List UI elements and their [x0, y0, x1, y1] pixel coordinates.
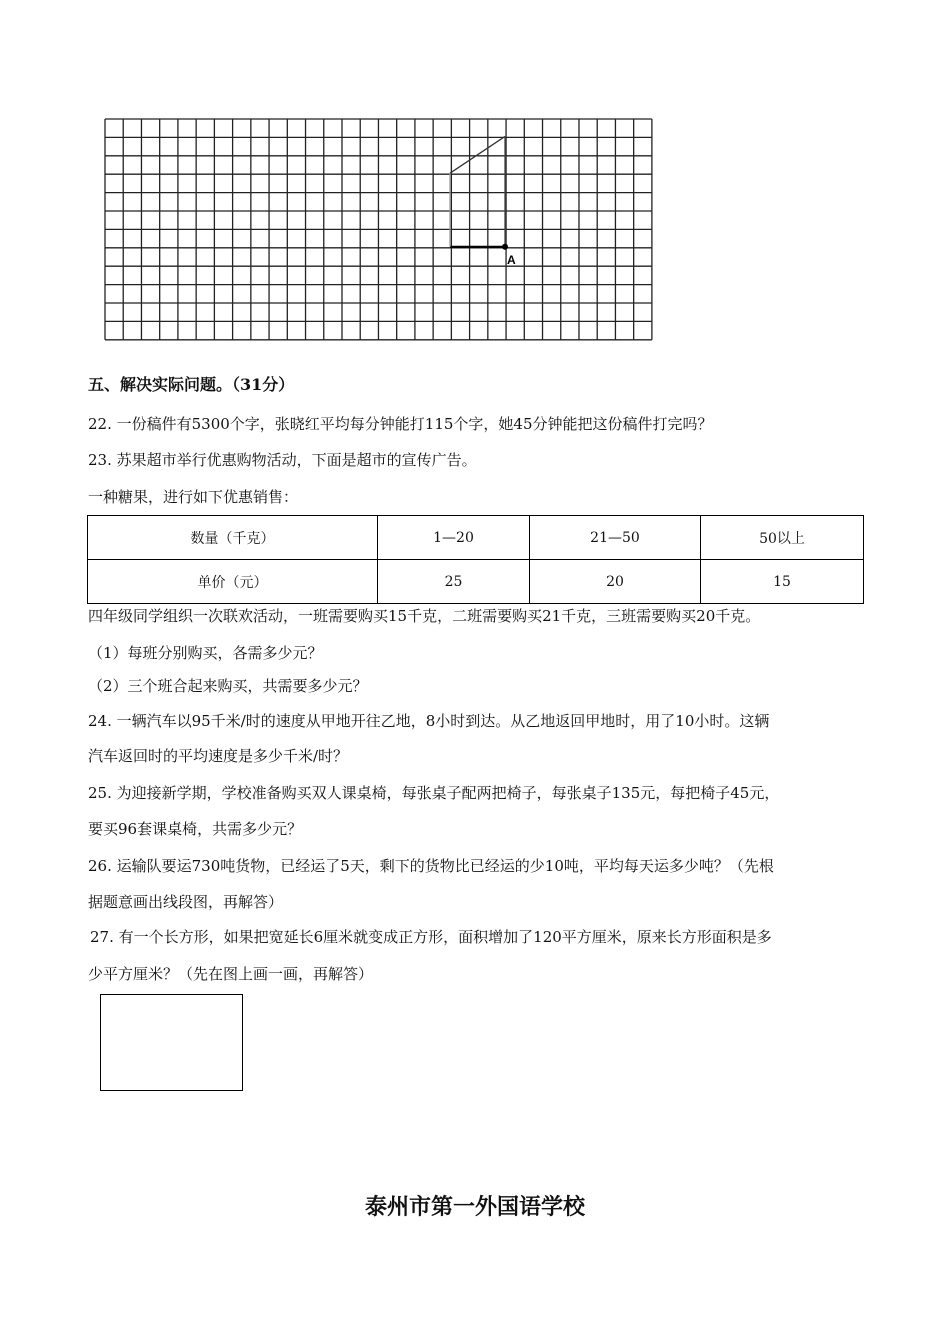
table-cell: 25	[378, 560, 530, 604]
question-26: 26. 运输队要运730吨货物，已经运了5天，剩下的货物比已经运的少10吨，平均每天运多少吨？（先根	[88, 857, 774, 875]
section-title: 五、解决实际问题。（31分）	[88, 375, 295, 394]
grid-figure	[104, 118, 654, 342]
table-cell: 15	[701, 560, 864, 604]
point-a-label: A	[507, 253, 516, 267]
question-24-cont: 汽车返回时的平均速度是多少千米/时？	[88, 747, 349, 765]
question-24: 24. 一辆汽车以95千米/时的速度从甲地开往乙地，8小时到达。从乙地返回甲地时，用了10小时。这辆	[88, 712, 770, 730]
table-row	[88, 560, 864, 604]
question-26-cont: 据题意画出线段图，再解答）	[88, 893, 284, 911]
grid-lines	[105, 119, 652, 340]
table-cell: 数量（千克）	[88, 516, 378, 560]
table-cell: 20	[530, 560, 701, 604]
question-22: 22. 一份稿件有5300个字，张晓红平均每分钟能打115个字，她45分钟能把这份稿件打完吗？	[88, 415, 713, 433]
question-27-cont: 少平方厘米？（先在图上画一画，再解答）	[88, 965, 374, 983]
price-table	[87, 515, 864, 604]
question-23-intro: 一种糖果，进行如下优惠销售：	[88, 488, 299, 506]
question-23: 23. 苏果超市举行优惠购物活动，下面是超市的宣传广告。	[88, 451, 477, 469]
table-cell: 50以上	[701, 516, 864, 560]
question-23-context: 四年级同学组织一次联欢活动，一班需要购买15千克，二班需要购买21千克，三班需要购买20千克。	[88, 607, 761, 625]
question-23-sub1: （1）每班分别购买，各需多少元？	[88, 644, 323, 662]
school-name: 泰州市第一外国语学校	[364, 1194, 585, 1220]
table-cell: 21—50	[530, 516, 701, 560]
rectangle-drawing-area	[100, 994, 243, 1091]
segment-slant	[450, 136, 505, 173]
point-a	[502, 244, 508, 250]
question-23-sub2: （2）三个班合起来购买，共需要多少元？	[88, 677, 368, 695]
table-cell: 单价（元）	[88, 560, 378, 604]
question-25-cont: 要买96套课桌椅，共需多少元？	[88, 820, 303, 838]
question-27: 27. 有一个长方形，如果把宽延长6厘米就变成正方形，面积增加了120平方厘米，原来长方形面积是多	[90, 928, 772, 946]
table-row	[88, 516, 864, 560]
question-25: 25. 为迎接新学期，学校准备购买双人课桌椅，每张桌子配两把椅子，每张桌子135元，每把椅子45元，	[88, 784, 780, 802]
table-cell: 1—20	[378, 516, 530, 560]
